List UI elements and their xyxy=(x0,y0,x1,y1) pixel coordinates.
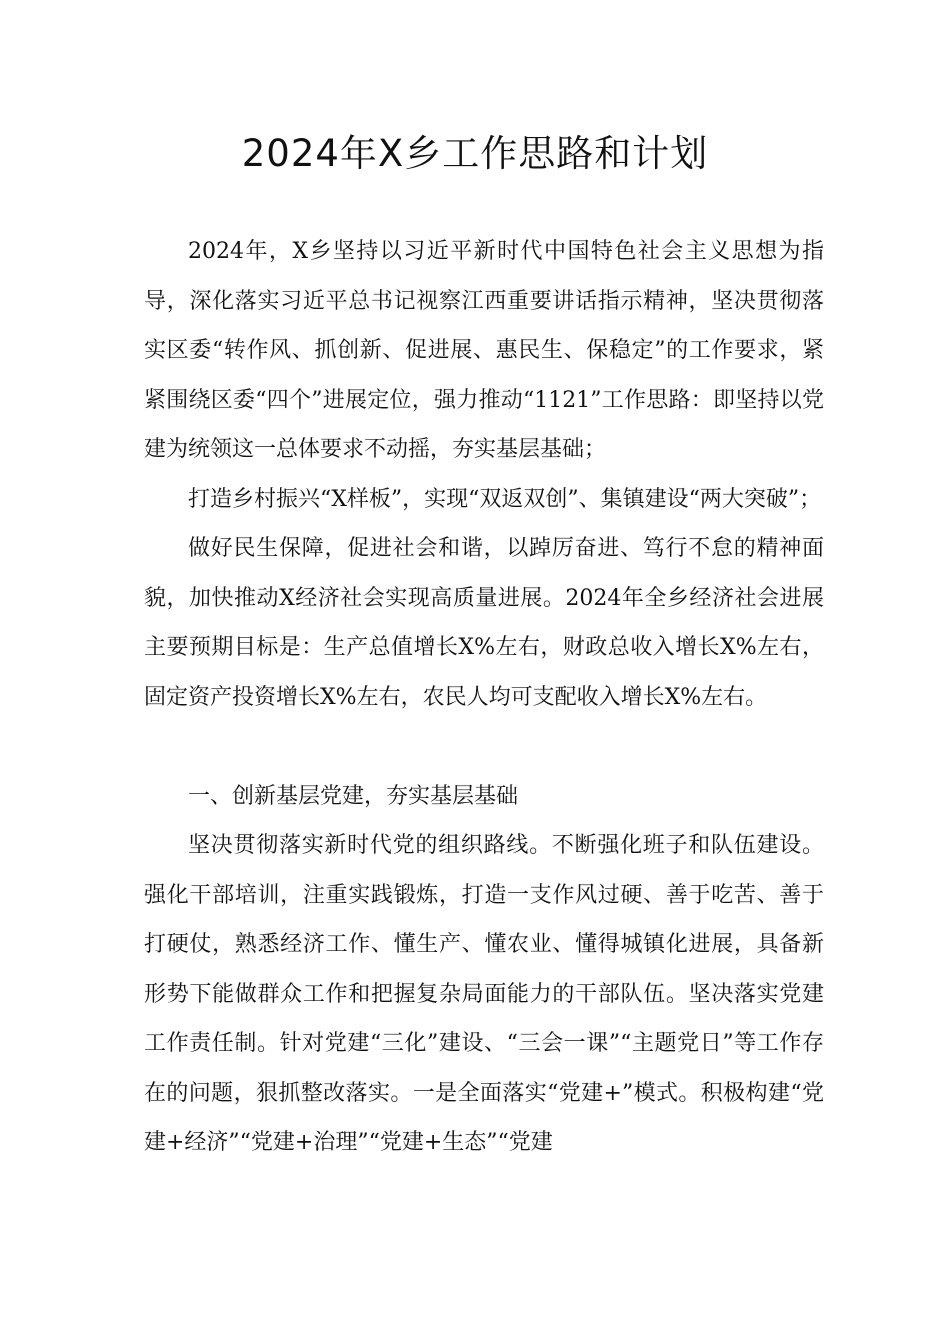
paragraph-goals: 做好民生保障，促进社会和谐，以踔厉奋进、笃行不怠的精神面貌，加快推动X经济社会实现高质量进展。2024年全乡经济社会进展主要预期目标是：生产总值增长X%左右，财政总收入增长X%左右，固定资产投资增长X%左右，农民人均可支配收入增长X%左右。 xyxy=(144,536,824,710)
section-heading-1: 一、创新基层党建，夯实基层基础 xyxy=(188,783,519,809)
paragraph-intro: 2024年，X乡坚持以习近平新时代中国特色社会主义思想为指导，深化落实习近平总书记视察江西重要讲话指示精神，坚决贯彻落实区委“转作风、抓创新、促进展、惠民生、保稳定”的工作要求，紧紧围绕区委“四个”进展定位，强力推动“1121”工作思路：即坚持以党建为统领这一总体要求不动摇，夯实基层基础； xyxy=(144,239,824,462)
paragraph-rural-revitalization: 打造乡村振兴“X样板”，实现“双返双创”、集镇建设“两大突破”； xyxy=(188,486,822,512)
section-spacer xyxy=(144,722,824,772)
document-title: 2024年X乡工作思路和计划 xyxy=(241,132,709,175)
document-body xyxy=(144,227,824,1168)
section-1-paragraph: 坚决贯彻落实新时代党的组织路线。不断强化班子和队伍建设。强化干部培训，注重实践锻炼，打造一支作风过硬、善于吃苦、善于打硬仗，熟悉经济工作、懂生产、懂农业、懂得城镇化进展，具备新形势下能做群众工作和把握复杂局面能力的干部队伍。坚决落实党建工作责任制。针对党建“三化”建设、“三会一课”“主题党日”等工作存在的问题，狠抓整改落实。一是全面落实“党建+”模式。积极构建“党建+经济”“党建+治理”“党建+生态”“党建 xyxy=(144,833,824,1155)
